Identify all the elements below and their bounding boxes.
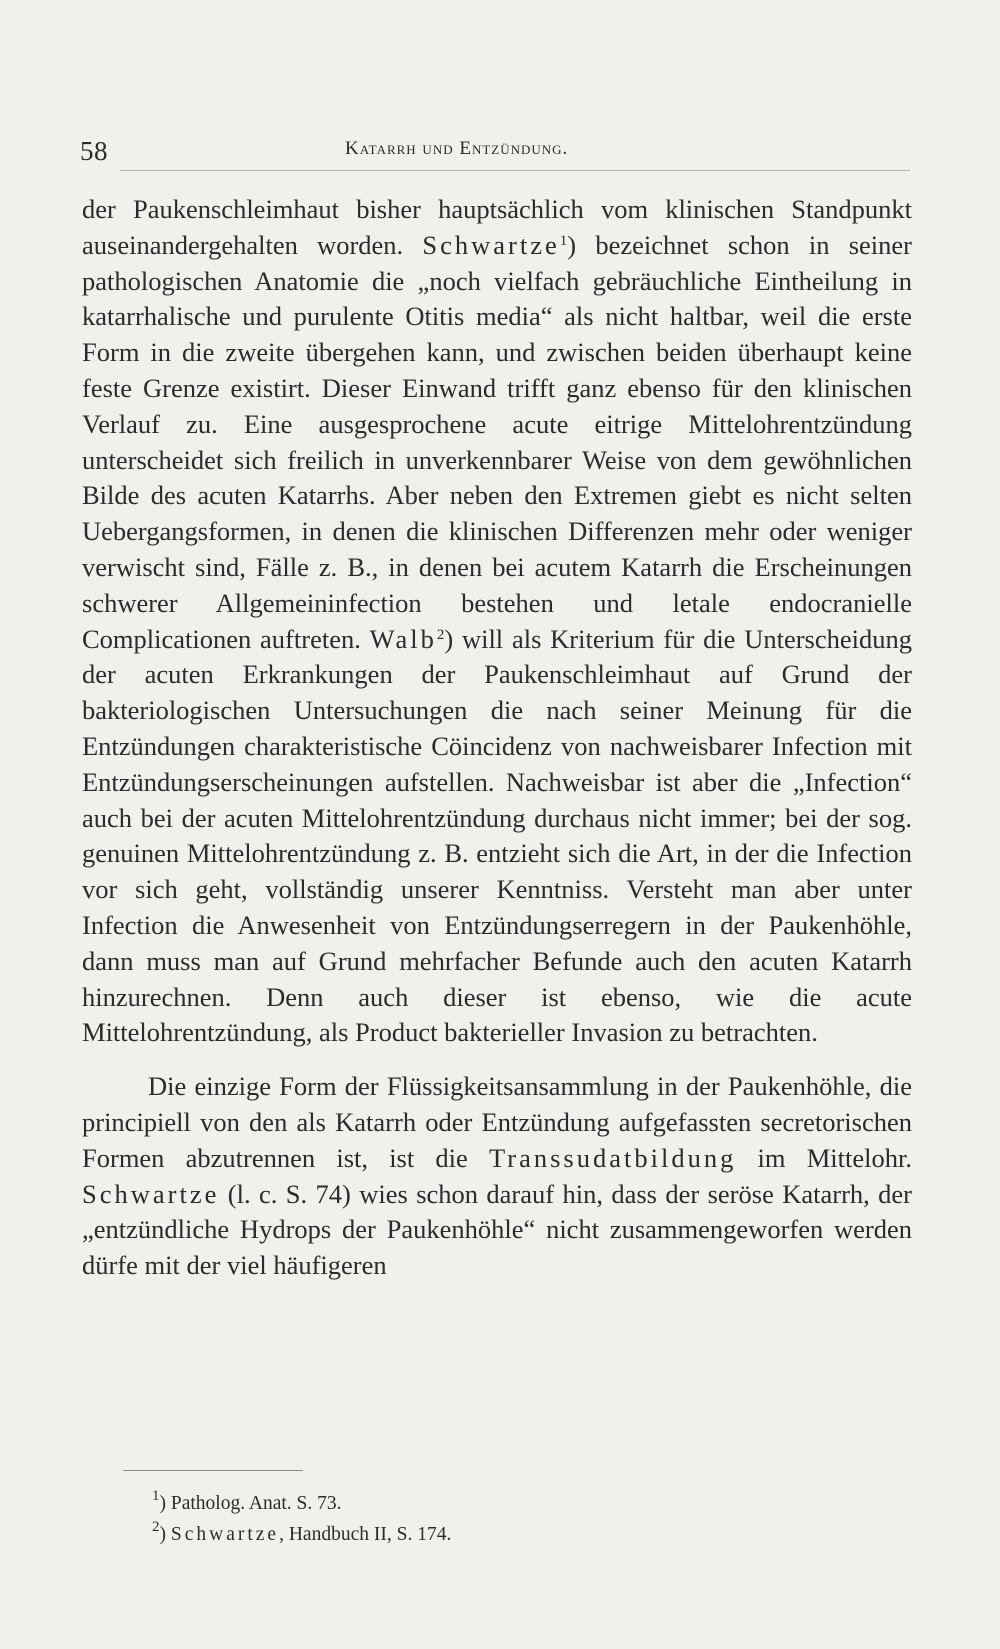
header-rule	[120, 170, 910, 171]
p1-text-c: ) will als Kriterium für die Unterscheidung der acuten Erkrankungen der Paukenschleimhaut auf Grund der bakteriologischen Untersuchungen die nach seiner Meinung für die Entzündungen charakteristische Cöincidenz von nachweisbarer Infection mit Entzündungserscheinungen aufstellen. Nachweisbar ist aber die „Infection“ auch bei der acuten Mittelohrentzündung durchaus nicht immer; bei der sog. genuinen Mittelohrentzündung z. B. entzieht sich die Art, in der die Infection vor sich geht, vollständig unserer Kenntniss. Versteht man aber unter Infection die Anwesenheit von Entzündungserregern in der Paukenhöhle, dann muss man auf Grund mehrfacher Befunde auch den acuten Katarrh hinzurechnen. Denn auch dieser ist ebenso, wie die acute Mittelohrentzündung, als Product bakterieller Invasion zu betrachten.	[82, 623, 912, 1048]
footnote-2-reference: , Handbuch II, S. 174.	[279, 1524, 452, 1545]
footnote-1-text: ) Patholog. Anat. S. 73.	[159, 1493, 342, 1514]
running-head: Katarrh und Entzündung.	[345, 138, 569, 159]
footnote-2	[152, 1519, 852, 1550]
footnote-2-text: ) Schwartze, Handbuch II, S. 174.	[159, 1524, 452, 1545]
footnote-ref-1: 1	[559, 232, 568, 249]
paragraph-2	[82, 1069, 912, 1284]
term-transsudatbildung: Transsudatbildung	[489, 1142, 737, 1173]
p1-text-b: ) bezeichnet schon in seiner pathologischen Anatomie die „noch vielfach gebräuchliche Eintheilung in katarrhalische und purulente Otitis media“ als nicht haltbar, weil die erste Form in die zweite übergehen kann, und zwischen beiden überhaupt keine feste Grenze existirt. Dieser Einwand trifft ganz ebenso für den klinischen Verlauf zu. Eine ausgesprochene acute eitrige Mittelohrentzündung unterscheidet sich freilich in unverkennbarer Weise von dem gewöhnlichen Bilde des acuten Katarrhs. Aber neben den Extremen giebt es nicht selten Uebergangsformen, in denen die klinischen Differenzen mehr oder weniger verwischt sind, Fälle z. B., in denen bei acutem Katarrh die Erscheinungen schwerer Allgemeininfection bestehen und letale endocranielle Complicationen auftreten.	[82, 229, 912, 654]
p1-text-a: der Paukenschleimhaut bisher hauptsächlich vom klinischen Standpunkt auseinandergehalten worden.	[82, 194, 912, 260]
footnote-2-mark: 2	[152, 1519, 160, 1535]
footnote-1	[152, 1488, 852, 1519]
footnote-rule	[123, 1470, 303, 1471]
footnote-ref-2: 2	[436, 626, 445, 643]
paragraph-1	[82, 192, 912, 1051]
footnote-1-mark: 1	[152, 1488, 160, 1504]
p2-text-c: (l. c. S. 74) wies schon darauf hin, dass der seröse Katarrh, der „entzündliche Hydrops der Paukenhöhle“ nicht zusammengeworfen werden dürfe mit der viel häufigeren	[82, 1178, 912, 1281]
author-schwartze-2: Schwartze	[82, 1178, 220, 1209]
footnotes	[152, 1488, 852, 1550]
author-schwartze: Schwartze	[422, 229, 560, 260]
p2-text-b: im Mittelohr.	[736, 1142, 912, 1173]
footnote-2-author: Schwartze	[170, 1524, 280, 1545]
p2-text-a: Die einzige Form der Flüssigkeitsansammlung in der Paukenhöhle, die principiell von den als Katarrh oder Entzündung aufgefassten secretorischen Formen abzutrennen ist, ist die	[82, 1071, 912, 1173]
page-number: 58	[80, 136, 108, 166]
body-text	[82, 192, 912, 1284]
page-header	[80, 132, 910, 172]
author-walb: Walb	[369, 623, 437, 654]
